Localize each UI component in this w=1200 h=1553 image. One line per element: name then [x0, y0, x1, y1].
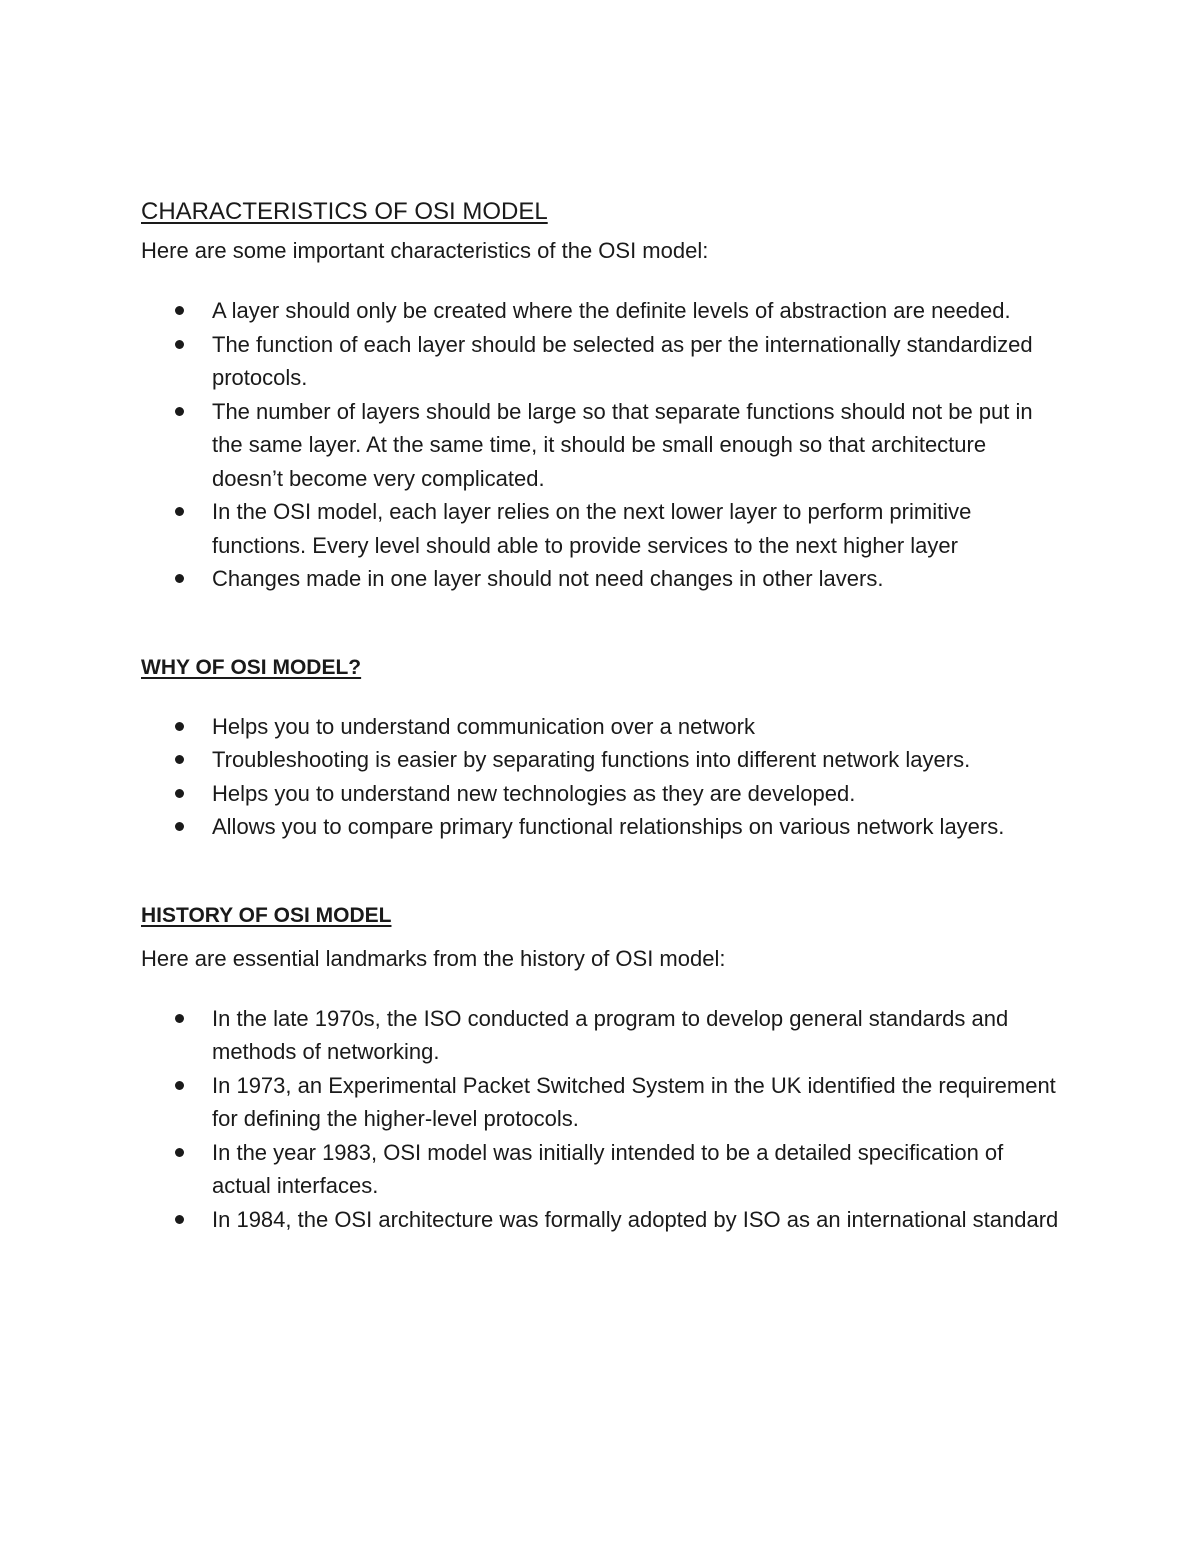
bullet-icon [175, 407, 184, 416]
list-item [141, 810, 1060, 844]
bullet-icon [175, 1014, 184, 1023]
list-item-text: In the OSI model, each layer relies on the next lower layer to perform primitive functions. Every level should able to provide services to the next higher layer [212, 499, 972, 558]
bullet-icon [175, 1081, 184, 1090]
bullet-icon [175, 1215, 184, 1224]
bullet-icon [175, 722, 184, 731]
bullet-list [141, 710, 1060, 844]
list-item-text: Helps you to understand communication over a network [212, 713, 755, 739]
bullet-icon [175, 306, 184, 315]
section-title: CHARACTERISTICS OF OSI MODEL [141, 198, 548, 225]
list-item-text: In the late 1970s, the ISO conducted a program to develop general standards and methods of networking. [212, 1005, 1009, 1064]
list-item [141, 1069, 1060, 1136]
bullet-icon [175, 574, 184, 583]
list-item-text: Allows you to compare primary functional relationships on various network layers. [212, 814, 1005, 839]
list-item [141, 395, 1060, 496]
list-item-text: Helps you to understand new technologies as they are developed. [212, 780, 856, 806]
bullet-icon [175, 507, 184, 516]
list-item-text: A layer should only be created where the definite levels of abstraction are needed. [212, 298, 1011, 323]
list-item-text: The function of each layer should be selected as per the internationally standardized protocols. [212, 331, 1033, 390]
section-title: HISTORY OF OSI MODEL [141, 903, 392, 927]
section-history [141, 898, 1060, 1237]
section-intro: Here are some important characteristics of the OSI model: [141, 238, 709, 263]
bullet-icon [175, 755, 184, 764]
bullet-list [141, 1002, 1060, 1237]
bullet-icon [175, 1148, 184, 1157]
list-item-text: Troubleshooting is easier by separating functions into different network layers. [212, 747, 971, 772]
bullet-icon [175, 340, 184, 349]
list-item [141, 495, 1060, 562]
list-item-text: The number of layers should be large so that separate functions should not be put in the same layer. At the same time, it should be small enough so that architecture doesn’t become very complicated. [212, 398, 1033, 491]
list-item [141, 777, 1060, 811]
list-item [141, 710, 1060, 744]
list-item-text: In the year 1983, OSI model was initially intended to be a detailed specification of actual interfaces. [212, 1139, 1004, 1198]
section-title: WHY OF OSI MODEL? [141, 655, 362, 679]
bullet-icon [175, 789, 184, 798]
list-item-text: Changes made in one layer should not need changes in other lavers. [212, 566, 884, 591]
bullet-list [141, 294, 1060, 596]
list-item [141, 1002, 1060, 1069]
list-item [141, 562, 1060, 596]
bullet-icon [175, 822, 184, 831]
section-characteristics [141, 194, 1060, 596]
section-why [141, 650, 1060, 844]
section-intro: Here are essential landmarks from the history of OSI model: [141, 945, 726, 971]
list-item-text: In 1984, the OSI architecture was formally adopted by ISO as an international standard [212, 1206, 1059, 1232]
list-item [141, 743, 1060, 777]
list-item [141, 294, 1060, 328]
list-item-text: In 1973, an Experimental Packet Switched System in the UK identified the requirement for defining the higher-level protocols. [212, 1072, 1056, 1131]
list-item [141, 1136, 1060, 1203]
list-item [141, 1203, 1060, 1237]
list-item [141, 328, 1060, 395]
